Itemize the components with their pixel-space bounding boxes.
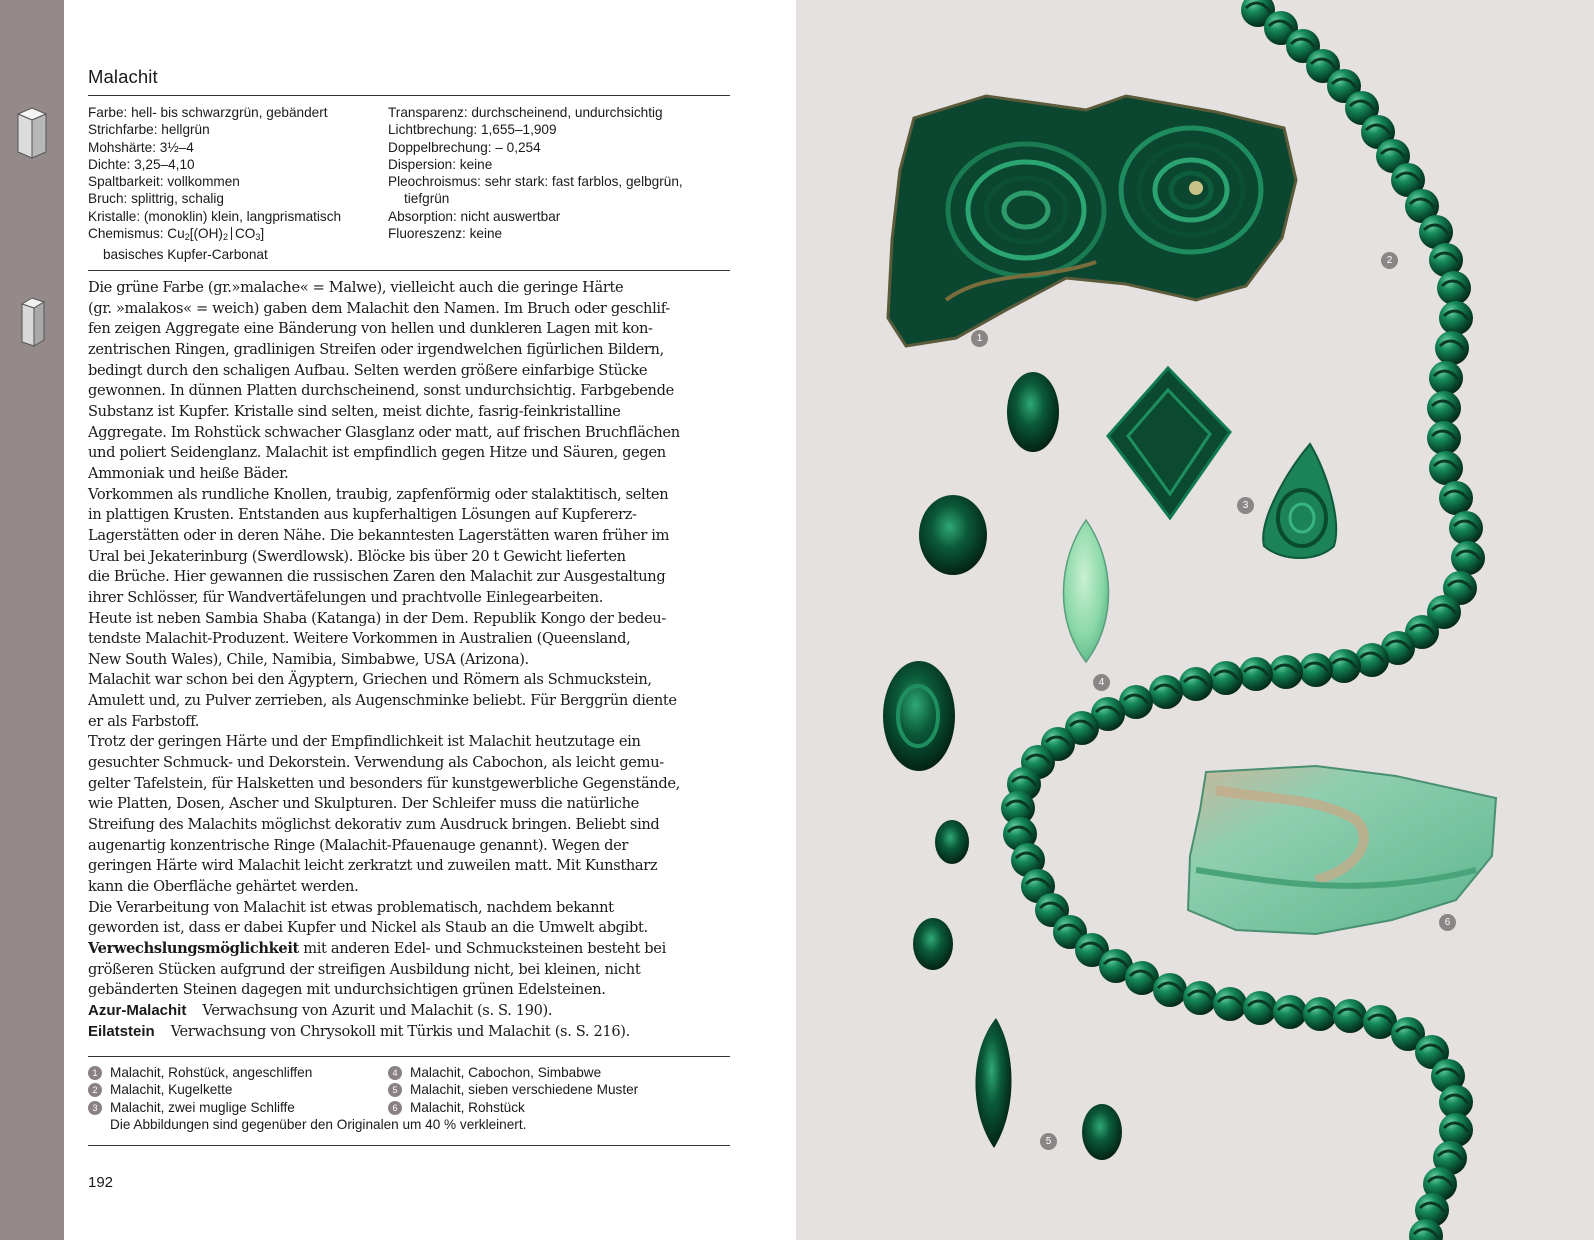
body-line: die Brüche. Hier gewannen die russischen Zaren den Malachit zur Ausgestaltung [88,568,666,586]
body-line: Streifung des Malachits möglichst dekorativ zum Ausdruck bringen. Beliebt sind [88,816,660,834]
photo-badge-4: 4 [1093,674,1110,691]
body-line: augenartig konzentrische Ringe (Malachit-Pfauenauge genannt). Wegen der [88,836,629,854]
rough-piece-6 [1188,766,1496,934]
body-line: geworden ist, dass er dabei Kupfer und Nickel als Staub an die Umwelt abgibt. [88,919,648,937]
body-line: Ammoniak und heiße Bäder. [88,464,289,482]
body-line: Vorkommen als rundliche Knollen, traubig, zapfenförmig oder stalaktitisch, selten [88,485,669,503]
captions-left [88,1064,312,1116]
malachite-photo [796,0,1594,1240]
property-crystals: Kristalle: (monoklin) klein, langprismatisch [88,208,342,224]
photo-badge-5: 5 [1040,1133,1057,1150]
crystal-column-icon [16,296,50,350]
variety-azur-malachit: Azur-Malachit Verwachsung von Azurit und Malachit (s. S. 190). [88,1001,553,1019]
title-rule [88,95,730,96]
property-refraction: Lichtbrechung: 1,655–1,909 [388,122,557,138]
body-line: in plattigen Krusten. Entstanden aus kupferhaltigen Lösungen auf Kupfererz- [88,506,637,524]
body-line: tendste Malachit-Produzent. Weitere Vorkommen in Australien (Queensland, [88,630,631,648]
variety-eilatstein: Eilatstein Verwachsung von Chrysokoll mit Türkis und Malachit (s. S. 216). [88,1022,630,1040]
property-streak: Strichfarbe: hellgrün [88,122,210,138]
body-line: ihrer Schlösser, für Wandvertäfelungen und prachtvolle Einlegearbeiten. [88,588,604,606]
photo-badge-1: 1 [971,330,988,347]
property-fracture: Bruch: splittrig, schalig [88,191,224,207]
body-line: Amulett und, zu Pulver zerrieben, als Augenschminke beliebt. Für Berggrün diente [88,692,677,710]
body-line: Aggregate. Im Rohstück schwacher Glasglanz oder matt, auf frischen Bruchflächen [88,423,680,441]
text-page [64,0,796,1240]
body-line: er als Farbstoff. [88,712,200,730]
property-birefringence: Doppelbrechung: – 0,254 [388,139,541,155]
body-line: (gr. »malakos« = weich) gaben dem Malachit den Namen. Im Bruch oder geschlif- [88,299,670,317]
properties-left-column [88,104,341,264]
body-line: bedingt durch den schaligen Aufbau. Selten werden größere einfarbige Stücke [88,361,648,379]
properties-rule [88,270,730,271]
thumb-tab-strip [0,0,64,1240]
property-color: Farbe: hell- bis schwarzgrün, gebändert [88,105,328,120]
property-fluorescence: Fluoreszenz: keine [388,226,503,242]
body-line: kann die Oberfläche gehärtet werden. [88,878,359,896]
photo-page [796,0,1594,1240]
crystal-prism-icon [14,106,50,162]
captions-bottom-rule [88,1145,730,1146]
mineral-title: Malachit [88,66,158,87]
rough-piece-1 [888,96,1296,346]
body-line: geringen Härte wird Malachit leicht zerkratzt und zuweilen matt. Mit Kunstharz [88,857,658,875]
cut-stones-3 [1108,368,1336,558]
photo-badge-6: 6 [1439,914,1456,931]
body-line: Trotz der geringen Härte und der Empfindlichkeit ist Malachit heutzutage ein [88,733,641,751]
caption-6: 6 Malachit, Rohstück [388,1099,638,1116]
body-line: zentrischen Ringen, gradlinigen Streifen oder irgendwelchen figürlichen Bildern, [88,340,664,358]
properties-right-column [388,104,683,242]
stones-5 [883,372,1122,1160]
body-line: gelter Tafelstein, für Halsketten und besonders für kunstgewerbliche Gegenstände, [88,774,680,792]
body-line: Malachit war schon bei den Ägyptern, Griechen und Römern als Schmuckstein, [88,671,652,689]
property-transparency: Transparenz: durchscheinend, undurchsichtig [388,105,663,120]
caption-1: 1 Malachit, Rohstück, angeschliffen [88,1064,312,1081]
property-density: Dichte: 3,25–4,10 [88,156,195,172]
caption-2: 2 Malachit, Kugelkette [88,1081,312,1098]
body-paragraphs [88,278,738,939]
body-line: Die Verarbeitung von Malachit ist etwas problematisch, nachdem bekannt [88,898,614,916]
captions-top-rule [88,1056,730,1057]
body-line: Die grüne Farbe (gr.»malache« = Malwe), vielleicht auch die geringe Härte [88,279,624,296]
property-absorption: Absorption: nicht auswertbar [388,208,561,224]
body-line: Ural bei Jekaterinburg (Swerdlowsk). Blöcke bis über 20 t Gewicht lieferten [88,547,626,565]
property-pleochroism: Pleochroismus: sehr stark: fast farblos, gelbgrün, [388,174,683,190]
body-paragraphs-2 [88,960,738,1001]
body-line: New South Wales), Chile, Namibia, Simbabwe, USA (Arizona). [88,650,529,668]
property-hardness: Mohshärte: 3½–4 [88,139,194,155]
property-pleochroism-cont: tiefgrün [404,191,450,207]
body-line: wie Platten, Dosen, Ascher und Skulpturen. Der Schleifer muss die natürliche [88,795,639,813]
confusion-line: Verwechslungsmöglichkeit mit anderen Edel- und Schmucksteinen besteht bei [88,940,666,957]
property-cleavage: Spaltbarkeit: vollkommen [88,174,240,190]
body-text [88,278,738,1042]
page-number: 192 [88,1174,114,1191]
body-line: gewonnen. In dünnen Platten durchscheinend, sonst undurchsichtig. Farbgebende [88,382,674,400]
photo-badge-3: 3 [1237,497,1254,514]
body-line: Lagerstätten oder in deren Nähe. Die bekanntesten Lagerstätten waren früher im [88,526,670,544]
captions-right [388,1064,638,1116]
cabochon-4 [1063,520,1108,662]
body-line: und poliert Seidenglanz. Malachit ist empfindlich gegen Hitze und Säuren, gegen [88,444,666,462]
body-line: gebänderten Steinen dagegen mit undurchsichtigen grünen Edelsteinen. [88,981,606,999]
property-chemistry: Chemismus: $Cu_2[(OH)_2$ $CO_3$] [88,226,265,243]
scale-note: Die Abbildungen sind gegenüber den Originalen um 40 % verkleinert. [110,1117,527,1132]
property-dispersion: Dispersion: keine [388,156,493,172]
property-chemistry-desc: basisches Kupfer-Carbonat [103,247,268,263]
body-line: gesuchter Schmuck- und Dekorstein. Verwendung als Cabochon, als leicht gemu- [88,754,664,772]
body-line: fen zeigen Aggregate eine Bänderung von hellen und dunkleren Lagen mit kon- [88,320,653,338]
caption-3: 3 Malachit, zwei muglige Schliffe [88,1099,312,1116]
body-line: Substanz ist Kupfer. Kristalle sind selten, meist dichte, fasrig-feinkristalline [88,402,621,420]
body-line: Heute ist neben Sambia Shaba (Katanga) in der Dem. Republik Kongo der bedeu- [88,609,666,627]
photo-badge-2: 2 [1381,252,1398,269]
body-line: größeren Stücken aufgrund der streifigen Ausbildung nicht, bei kleinen, nicht [88,960,641,978]
caption-5: 5 Malachit, sieben verschiedene Muster [388,1081,638,1098]
caption-4: 4 Malachit, Cabochon, Simbabwe [388,1064,638,1081]
